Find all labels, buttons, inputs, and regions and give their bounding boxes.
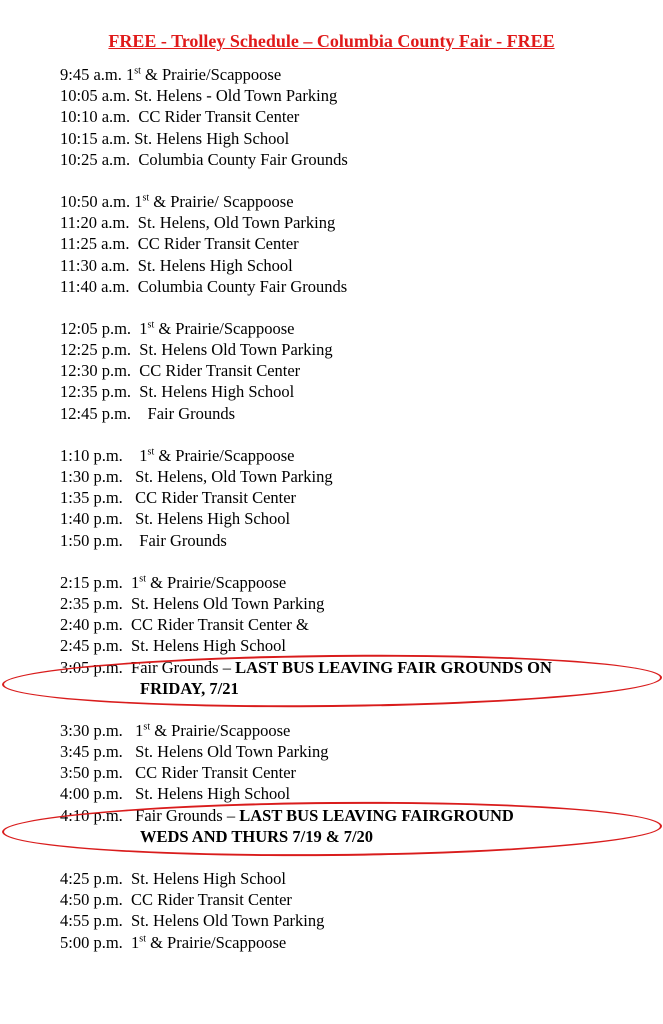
stop-name: CC Rider Transit Center — [126, 890, 292, 910]
departure-time: 2:40 p.m. — [60, 615, 123, 635]
schedule-row — [60, 445, 660, 466]
departure-time: 10:50 a.m. — [60, 191, 131, 211]
schedule-row — [60, 805, 660, 826]
stop-name: St. Helens Old Town Parking — [126, 742, 329, 762]
schedule-row — [60, 381, 660, 402]
stop-name — [127, 932, 286, 953]
departure-time: 11:25 a.m. — [60, 234, 130, 254]
stop-name: CC Rider Transit Center — [135, 361, 301, 381]
departure-time: 12:25 p.m. — [60, 340, 132, 360]
stop-name: St. Helens, Old Town Parking — [133, 213, 336, 233]
departure-time: 3:50 p.m. — [60, 763, 123, 783]
departure-time: 1:35 p.m. — [60, 488, 123, 508]
schedule-block — [60, 318, 660, 424]
schedule-row — [60, 191, 660, 212]
departure-time: 1:10 p.m. — [60, 445, 123, 465]
schedule-row — [60, 106, 660, 127]
departure-time: 9:45 a.m. — [60, 65, 122, 84]
stop-name: CC Rider Transit Center — [134, 107, 300, 127]
ordinal-suffix: st — [142, 192, 150, 204]
stop-name: St. Helens High School — [126, 636, 286, 656]
stop-name: Fair Grounds — [135, 403, 236, 423]
departure-time: 1:30 p.m. — [60, 467, 123, 486]
stop-name-part: 1 — [126, 720, 144, 740]
ordinal-suffix: st — [134, 65, 141, 77]
departure-time: 12:05 p.m. — [60, 318, 132, 338]
departure-time: 12:45 p.m. — [60, 403, 132, 423]
stop-name: Fair Grounds – — [126, 805, 240, 825]
departure-time: 11:20 a.m. — [60, 213, 130, 233]
schedule-row — [60, 276, 660, 297]
stop-name-part: 1 — [126, 932, 140, 952]
stop-name: CC Rider Transit Center — [133, 234, 299, 254]
departure-time: 10:15 a.m. — [60, 128, 131, 148]
last-bus-note: LAST BUS LEAVING FAIRGROUND — [239, 805, 514, 825]
stop-name-part: & Prairie/Scappoose — [145, 572, 287, 592]
schedule-row — [60, 508, 660, 529]
schedule-block — [60, 868, 660, 953]
departure-time: 5:00 p.m. — [60, 932, 123, 952]
schedule-row — [60, 339, 660, 360]
departure-time: 1:40 p.m. — [60, 509, 123, 529]
stop-name: St. Helens Old Town Parking — [126, 911, 325, 931]
schedule-row — [60, 149, 660, 170]
stop-name-part: 1 — [135, 318, 148, 338]
stop-name-part: 1 — [126, 445, 148, 465]
schedule-row — [60, 530, 660, 551]
schedule-block — [60, 445, 660, 551]
departure-time: 10:10 a.m. — [60, 107, 131, 127]
schedule-block — [60, 720, 660, 847]
stop-name: St. Helens High School — [126, 509, 291, 529]
schedule-row — [60, 889, 660, 910]
departure-time: 12:30 p.m. — [60, 361, 132, 381]
stop-name: St. Helens Old Town Parking — [135, 340, 333, 360]
stop-name: St. Helens, Old Town Parking — [126, 467, 333, 486]
stop-name: CC Rider Transit Center — [126, 488, 297, 508]
departure-time: 10:05 a.m. — [60, 86, 131, 106]
schedule-row — [60, 657, 660, 678]
schedule-row — [60, 614, 660, 635]
stop-name-part: & Prairie/Scappoose — [150, 720, 291, 740]
schedule-row — [60, 932, 660, 953]
stop-name-part: 1 — [134, 191, 143, 211]
stop-name-part: 1 — [126, 572, 140, 592]
stop-name: Fair Grounds — [126, 530, 227, 550]
schedule-row — [60, 868, 660, 889]
schedule-row — [60, 255, 660, 276]
departure-time: 4:50 p.m. — [60, 890, 123, 910]
stop-name — [127, 720, 290, 741]
schedule-row — [60, 720, 660, 741]
last-bus-note: LAST BUS LEAVING FAIR GROUNDS ON — [235, 657, 552, 677]
stop-name: CC Rider Transit Center & — [126, 615, 309, 635]
schedule-row — [60, 403, 660, 424]
departure-time: 10:25 a.m. — [60, 149, 131, 169]
schedule-row — [60, 64, 660, 85]
ordinal-suffix: st — [139, 573, 146, 585]
stop-name: Columbia County Fair Grounds — [133, 276, 348, 296]
departure-time: 2:15 p.m. — [60, 572, 123, 592]
departure-time: 3:45 p.m. — [60, 742, 123, 762]
ordinal-suffix: st — [139, 933, 146, 945]
departure-time: 4:00 p.m. — [60, 784, 123, 804]
departure-time: 4:10 p.m. — [60, 805, 123, 825]
stop-name: St. Helens - Old Town Parking — [134, 86, 338, 106]
departure-time: 3:30 p.m. — [60, 720, 123, 740]
stop-name: St. Helens Old Town Parking — [126, 593, 325, 613]
stop-name: CC Rider Transit Center — [126, 763, 297, 783]
stop-name: St. Helens High School — [126, 869, 286, 888]
last-bus-note-continued: WEDS AND THURS 7/19 & 7/20 — [140, 826, 374, 846]
schedule-row — [60, 85, 660, 106]
stop-name — [135, 318, 294, 339]
departure-time: 12:35 p.m. — [60, 382, 132, 402]
stop-name-part: & Prairie/Scappoose — [140, 65, 282, 84]
schedule-row — [60, 572, 660, 593]
departure-time: 4:55 p.m. — [60, 911, 123, 931]
schedule-row — [60, 212, 660, 233]
schedule-row — [60, 360, 660, 381]
stop-name: St. Helens High School — [135, 382, 295, 402]
stop-name: Columbia County Fair Grounds — [134, 149, 348, 169]
departure-time: 2:45 p.m. — [60, 636, 123, 656]
schedule-row — [60, 593, 660, 614]
schedule-row — [60, 128, 660, 149]
stop-name-part: & Prairie/Scappoose — [145, 932, 287, 952]
stop-name — [134, 191, 293, 212]
stop-name-part: 1 — [126, 65, 135, 84]
schedule-row — [60, 466, 660, 487]
schedule-block — [60, 191, 660, 297]
departure-time: 11:40 a.m. — [60, 276, 130, 296]
last-bus-note-continued: FRIDAY, 7/21 — [140, 678, 239, 698]
stop-name-part: & Prairie/ Scappoose — [149, 191, 294, 211]
stop-name: St. Helens High School — [126, 784, 291, 804]
ordinal-suffix: st — [143, 721, 151, 733]
schedule-block — [60, 572, 660, 699]
schedule-row — [60, 783, 660, 804]
stop-name — [127, 572, 286, 593]
stop-name — [126, 64, 281, 85]
stop-name-part: & Prairie/Scappoose — [154, 318, 295, 338]
schedule-row — [60, 318, 660, 339]
schedule-row — [60, 762, 660, 783]
schedule-list — [60, 64, 660, 974]
schedule-block — [60, 64, 660, 170]
departure-time: 2:35 p.m. — [60, 593, 123, 613]
ordinal-suffix: st — [147, 319, 155, 331]
departure-time: 4:25 p.m. — [60, 869, 123, 888]
stop-name-part: & Prairie/Scappoose — [154, 445, 295, 465]
schedule-row — [60, 635, 660, 656]
schedule-row — [60, 741, 660, 762]
schedule-title: FREE - Trolley Schedule – Columbia County Fair - FREE — [108, 31, 555, 51]
stop-name: Fair Grounds – — [126, 657, 236, 677]
schedule-row — [60, 487, 660, 508]
departure-time: 3:05 p.m. — [60, 657, 123, 677]
stop-name: St. Helens High School — [134, 128, 290, 148]
schedule-row — [60, 233, 660, 254]
stop-name — [127, 445, 295, 466]
departure-time: 1:50 p.m. — [60, 530, 123, 550]
stop-name: St. Helens High School — [133, 255, 293, 275]
schedule-row — [60, 910, 660, 931]
ordinal-suffix: st — [147, 446, 155, 458]
departure-time: 11:30 a.m. — [60, 255, 130, 275]
